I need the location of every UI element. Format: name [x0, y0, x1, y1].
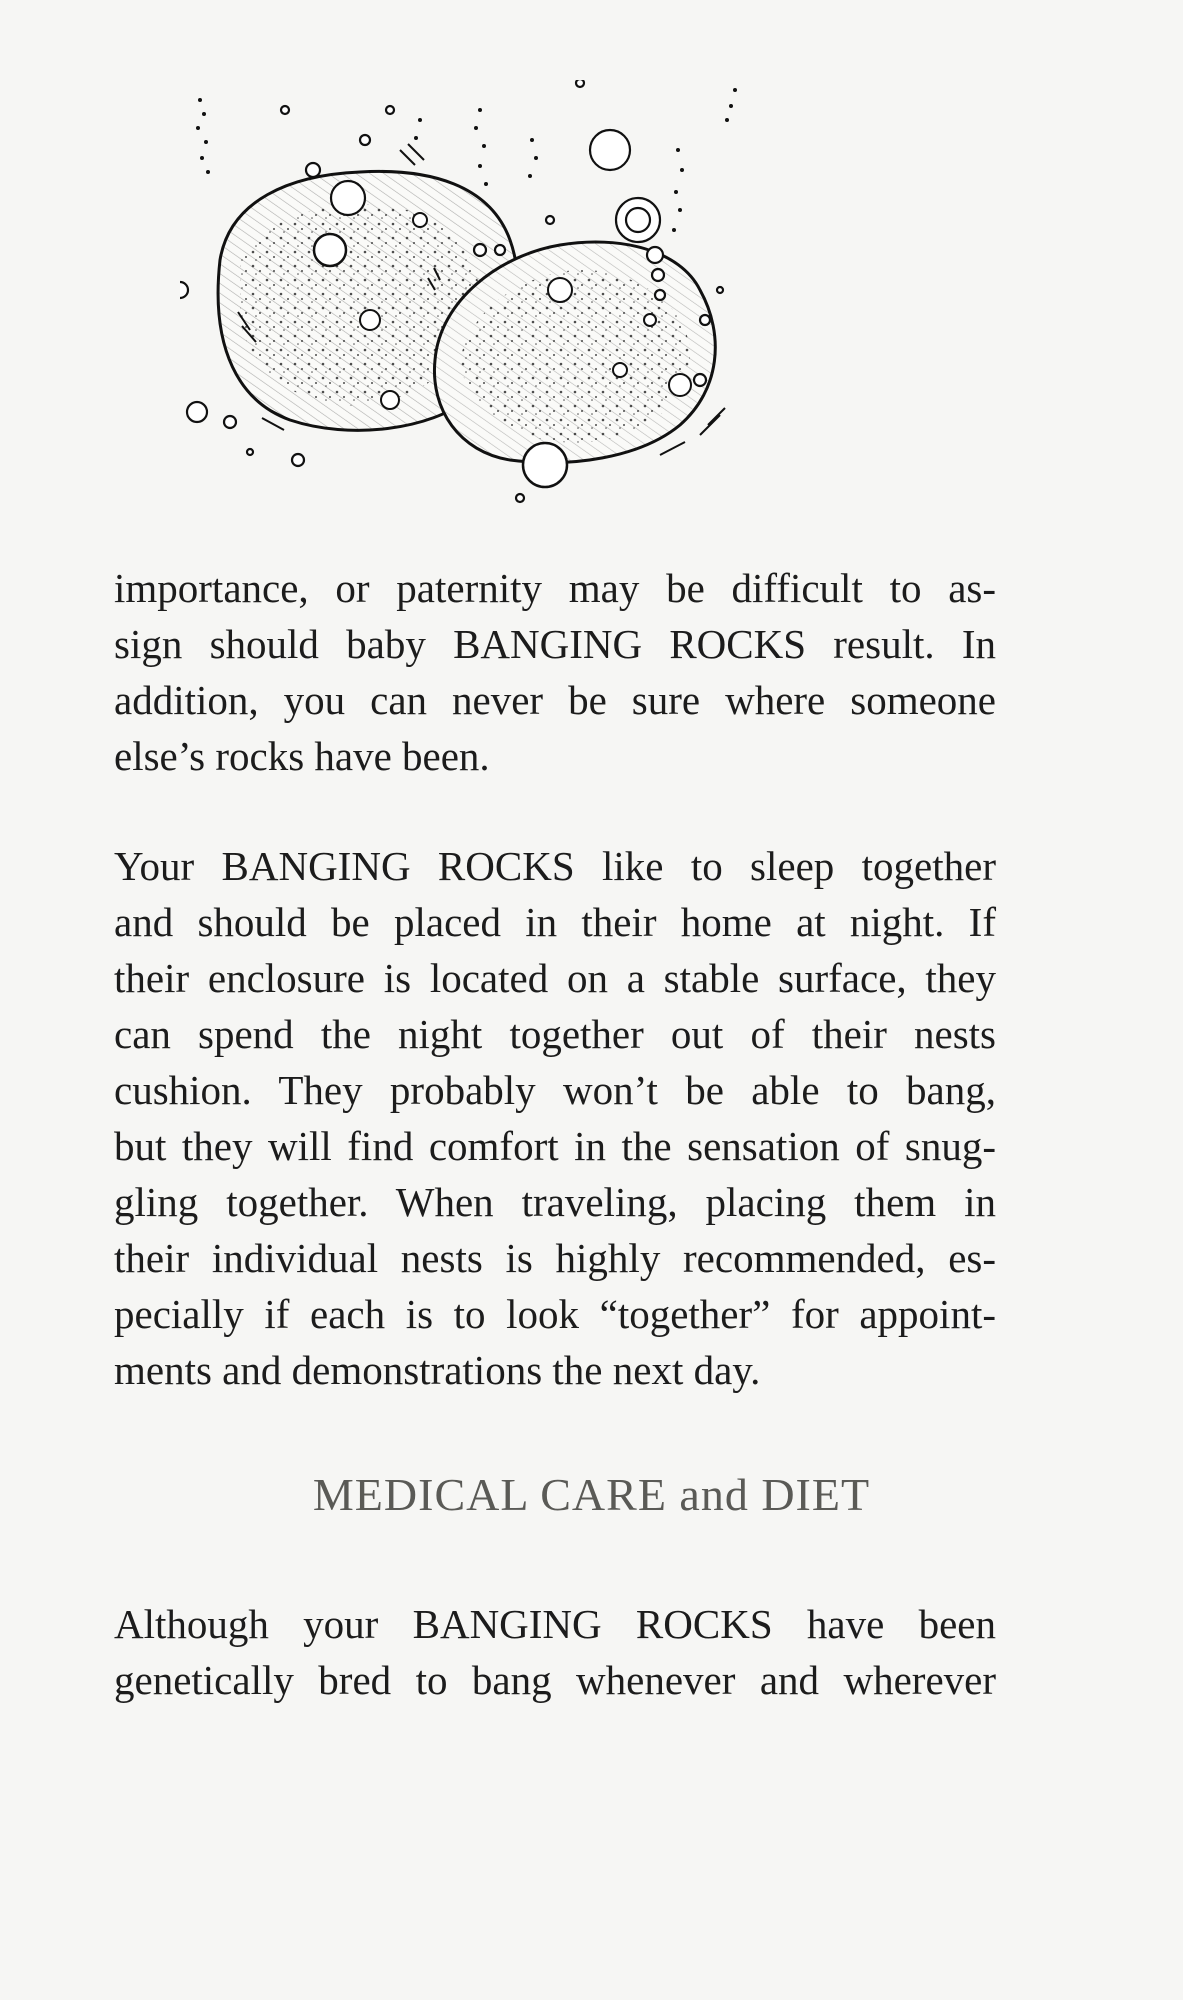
text-line: sign should baby BANGING ROCKS result. In — [114, 621, 996, 667]
text-line: pecially if each is to look “together” for appoint- — [114, 1291, 996, 1337]
banging-rocks-illustration — [180, 80, 900, 550]
section-heading: MEDICAL CARE and DIET — [312, 1469, 871, 1520]
paragraph-medical — [114, 1596, 996, 1708]
text-line: their enclosure is located on a stable surface, they — [114, 955, 996, 1001]
text-line: gling together. When traveling, placing them in — [114, 1179, 996, 1225]
text-line: importance, or paternity may be difficult to as- — [114, 565, 996, 611]
text-line: Although your BANGING ROCKS have been — [114, 1601, 996, 1647]
text-line: addition, you can never be sure where someone — [114, 677, 996, 723]
text-line: and should be placed in their home at night. If — [114, 899, 996, 945]
text-line: else’s rocks have been. — [114, 733, 490, 779]
paragraph-continued — [114, 560, 996, 784]
text-line: can spend the night together out of their nests — [114, 1011, 996, 1057]
text-line: ments and demonstrations the next day. — [114, 1347, 761, 1393]
text-line: but they will find comfort in the sensation of snug- — [114, 1123, 996, 1169]
text-line: their individual nests is highly recommended, es- — [114, 1235, 996, 1281]
text-line: cushion. They probably won’t be able to bang, — [114, 1067, 996, 1113]
text-line: genetically bred to bang whenever and wherever — [114, 1657, 996, 1703]
paragraph-sleeping — [114, 838, 996, 1398]
text-line: Your BANGING ROCKS like to sleep together — [114, 843, 996, 889]
